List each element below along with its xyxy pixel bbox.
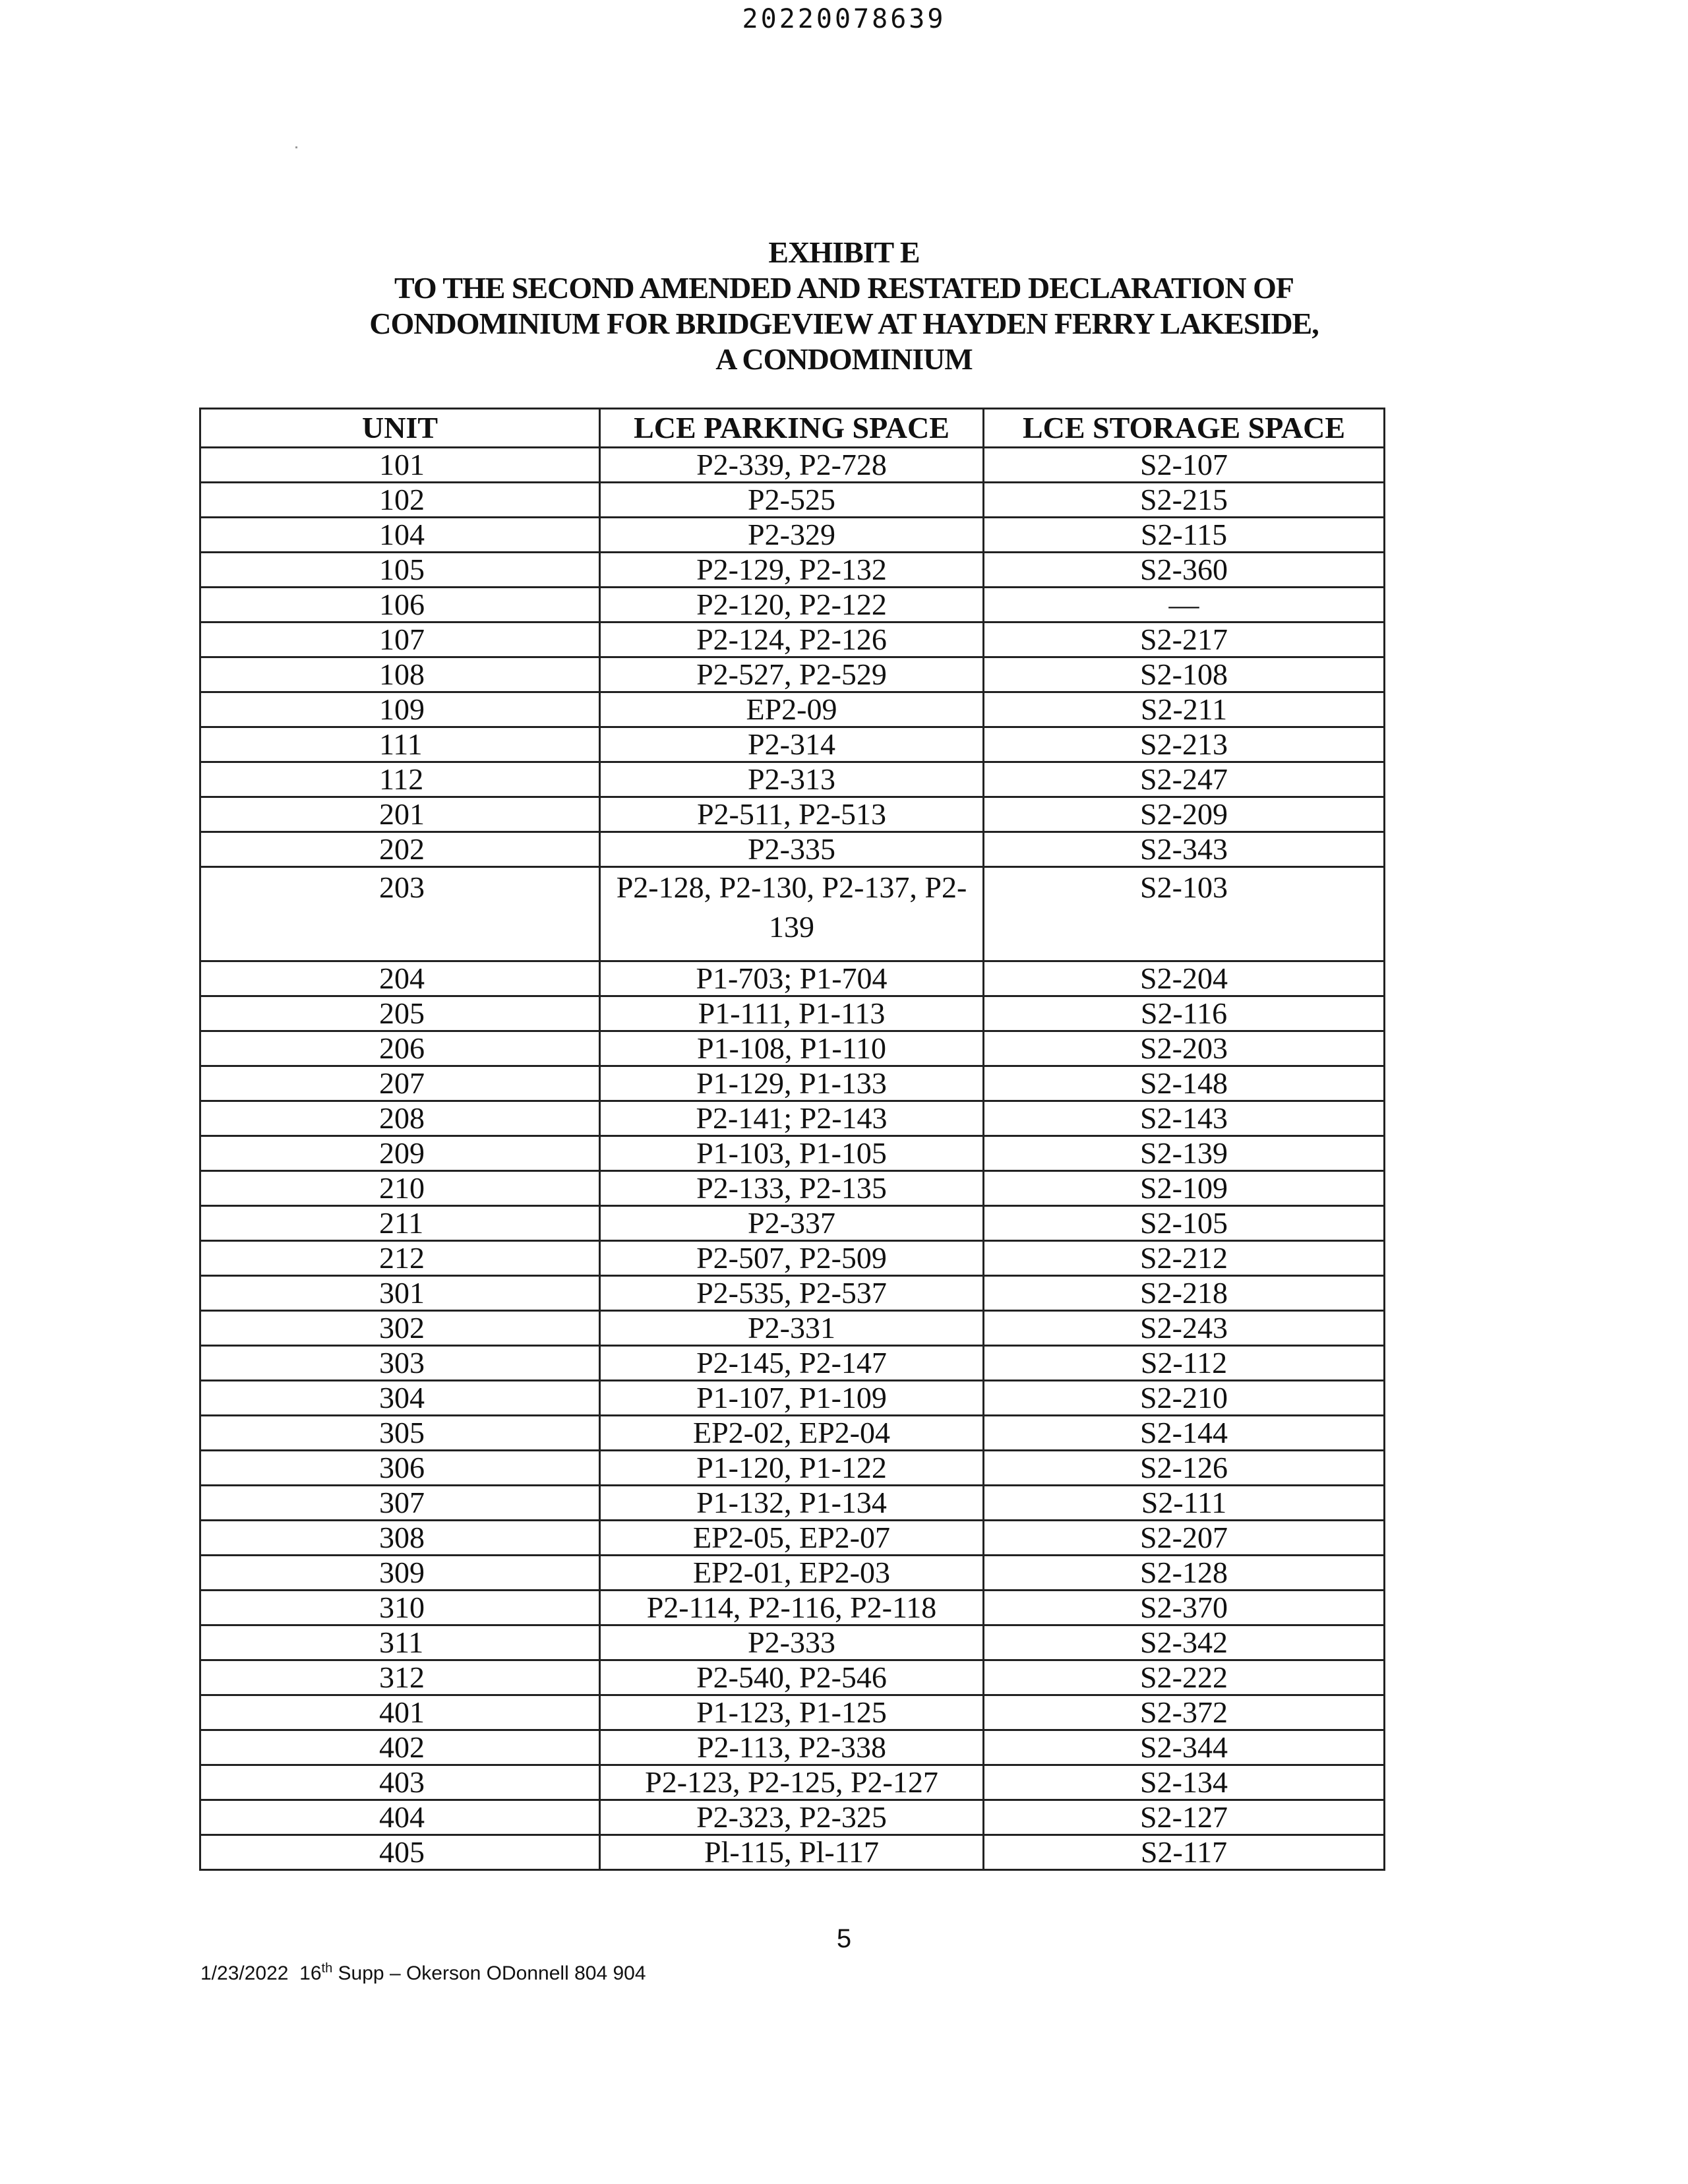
title-line: CONDOMINIUM FOR BRIDGEVIEW AT HAYDEN FERRY LAKESIDE, — [369, 307, 1319, 340]
cell-parking: P2-335 — [600, 832, 984, 867]
cell-unit: 105 — [200, 553, 600, 588]
table-row — [200, 1730, 1385, 1765]
table-row — [200, 1416, 1385, 1451]
footer-text: Supp – Okerson ODonnell 804 904 — [338, 1962, 646, 1984]
cell-storage: S2-117 — [984, 1835, 1385, 1870]
cell-unit: 402 — [200, 1730, 600, 1765]
cell-storage: S2-212 — [984, 1241, 1385, 1276]
table-row — [200, 1486, 1385, 1521]
cell-parking: P1-132, P1-134 — [600, 1486, 984, 1521]
cell-storage: S2-222 — [984, 1660, 1385, 1695]
table-row — [200, 622, 1385, 657]
cell-unit: 310 — [200, 1591, 600, 1625]
cell-parking: P2-540, P2-546 — [600, 1660, 984, 1695]
table-row — [200, 727, 1385, 762]
cell-parking: P2-113, P2-338 — [600, 1730, 984, 1765]
cell-unit: 211 — [200, 1206, 600, 1241]
exhibit-title — [0, 235, 1688, 377]
cell-storage: S2-203 — [984, 1031, 1385, 1066]
cell-unit: 301 — [200, 1276, 600, 1311]
table-header-row — [200, 409, 1385, 448]
cell-parking: P2-124, P2-126 — [600, 622, 984, 657]
header-storage: LCE STORAGE SPACE — [984, 409, 1385, 448]
cell-parking: P2-128, P2-130, P2-137, P2-139 — [600, 867, 984, 961]
header-parking: LCE PARKING SPACE — [600, 409, 984, 448]
cell-parking: P2-323, P2-325 — [600, 1800, 984, 1835]
table-row — [200, 1695, 1385, 1730]
cell-parking: P1-129, P1-133 — [600, 1066, 984, 1101]
table-row — [200, 1066, 1385, 1101]
cell-storage: S2-111 — [984, 1486, 1385, 1521]
cell-unit: 102 — [200, 483, 600, 518]
cell-storage: S2-127 — [984, 1800, 1385, 1835]
table-row — [200, 1556, 1385, 1591]
table-row — [200, 1101, 1385, 1136]
cell-unit: 306 — [200, 1451, 600, 1486]
cell-unit: 203 — [200, 867, 600, 961]
table-row — [200, 588, 1385, 622]
footer-supp-number: 16 — [299, 1962, 322, 1984]
cell-parking: P2-525 — [600, 483, 984, 518]
cell-parking: P2-123, P2-125, P2-127 — [600, 1765, 984, 1800]
cell-storage: S2-128 — [984, 1556, 1385, 1591]
cell-storage: S2-360 — [984, 553, 1385, 588]
table-row — [200, 1136, 1385, 1171]
cell-parking: EP2-09 — [600, 692, 984, 727]
table-row — [200, 1835, 1385, 1870]
table-row — [200, 1451, 1385, 1486]
cell-storage: S2-211 — [984, 692, 1385, 727]
table-row — [200, 961, 1385, 996]
table-row — [200, 1031, 1385, 1066]
cell-parking: P2-114, P2-116, P2-118 — [600, 1591, 984, 1625]
cell-unit: 307 — [200, 1486, 600, 1521]
page-number: 5 — [836, 1924, 852, 1953]
cell-parking: P2-133, P2-135 — [600, 1171, 984, 1206]
cell-parking: P1-107, P1-109 — [600, 1381, 984, 1416]
cell-storage: S2-210 — [984, 1381, 1385, 1416]
cell-parking: P1-703; P1-704 — [600, 961, 984, 996]
cell-parking: P2-535, P2-537 — [600, 1276, 984, 1311]
cell-parking: P2-331 — [600, 1311, 984, 1346]
cell-unit: 111 — [200, 727, 600, 762]
cell-storage: S2-144 — [984, 1416, 1385, 1451]
cell-parking: P2-507, P2-509 — [600, 1241, 984, 1276]
cell-parking: P1-108, P1-110 — [600, 1031, 984, 1066]
lce-table-container — [199, 408, 1386, 1871]
cell-parking: EP2-01, EP2-03 — [600, 1556, 984, 1591]
cell-unit: 405 — [200, 1835, 600, 1870]
cell-storage: — — [984, 588, 1385, 622]
lce-assignment-table — [199, 408, 1385, 1871]
cell-parking: P2-329 — [600, 518, 984, 553]
cell-unit: 109 — [200, 692, 600, 727]
cell-unit: 208 — [200, 1101, 600, 1136]
cell-unit: 404 — [200, 1800, 600, 1835]
cell-unit: 101 — [200, 448, 600, 483]
cell-storage: S2-107 — [984, 448, 1385, 483]
table-row — [200, 996, 1385, 1031]
cell-unit: 104 — [200, 518, 600, 553]
cell-parking: P2-337 — [600, 1206, 984, 1241]
cell-parking: P2-314 — [600, 727, 984, 762]
cell-storage: S2-343 — [984, 832, 1385, 867]
table-row — [200, 867, 1385, 961]
cell-parking: P2-313 — [600, 762, 984, 797]
cell-unit: 112 — [200, 762, 600, 797]
cell-parking: P2-145, P2-147 — [600, 1346, 984, 1381]
cell-storage: S2-103 — [984, 867, 1385, 961]
cell-storage: S2-247 — [984, 762, 1385, 797]
cell-storage: S2-218 — [984, 1276, 1385, 1311]
cell-storage: S2-243 — [984, 1311, 1385, 1346]
table-row — [200, 832, 1385, 867]
cell-unit: 108 — [200, 657, 600, 692]
table-row — [200, 762, 1385, 797]
table-row — [200, 1346, 1385, 1381]
cell-unit: 305 — [200, 1416, 600, 1451]
footer-supp-suffix: th — [321, 1961, 333, 1976]
table-row — [200, 1800, 1385, 1835]
cell-storage: S2-143 — [984, 1101, 1385, 1136]
cell-storage: S2-105 — [984, 1206, 1385, 1241]
table-row — [200, 1381, 1385, 1416]
cell-parking: P2-120, P2-122 — [600, 588, 984, 622]
footer-date: 1/23/2022 — [200, 1962, 289, 1984]
cell-parking: P2-129, P2-132 — [600, 553, 984, 588]
scan-speck — [295, 146, 297, 148]
cell-parking: EP2-02, EP2-04 — [600, 1416, 984, 1451]
cell-storage: S2-209 — [984, 797, 1385, 832]
cell-unit: 312 — [200, 1660, 600, 1695]
cell-storage: S2-148 — [984, 1066, 1385, 1101]
cell-unit: 403 — [200, 1765, 600, 1800]
table-row — [200, 483, 1385, 518]
table-row — [200, 797, 1385, 832]
cell-unit: 210 — [200, 1171, 600, 1206]
table-row — [200, 1521, 1385, 1556]
cell-unit: 206 — [200, 1031, 600, 1066]
table-row — [200, 1660, 1385, 1695]
cell-unit: 212 — [200, 1241, 600, 1276]
table-row — [200, 692, 1385, 727]
title-line: A CONDOMINIUM — [715, 342, 973, 376]
cell-unit: 303 — [200, 1346, 600, 1381]
title-line: EXHIBIT E — [768, 235, 920, 269]
cell-unit: 308 — [200, 1521, 600, 1556]
cell-unit: 401 — [200, 1695, 600, 1730]
cell-storage: S2-126 — [984, 1451, 1385, 1486]
cell-parking: P2-339, P2-728 — [600, 448, 984, 483]
cell-unit: 205 — [200, 996, 600, 1031]
table-row — [200, 657, 1385, 692]
table-row — [200, 1276, 1385, 1311]
cell-storage: S2-109 — [984, 1171, 1385, 1206]
table-row — [200, 553, 1385, 588]
table-row — [200, 518, 1385, 553]
cell-unit: 204 — [200, 961, 600, 996]
cell-parking: Pl-115, Pl-117 — [600, 1835, 984, 1870]
cell-unit: 107 — [200, 622, 600, 657]
cell-storage: S2-112 — [984, 1346, 1385, 1381]
cell-storage: S2-370 — [984, 1591, 1385, 1625]
cell-storage: S2-134 — [984, 1765, 1385, 1800]
recording-number: 20220078639 — [742, 4, 946, 34]
cell-parking: P2-527, P2-529 — [600, 657, 984, 692]
cell-unit: 202 — [200, 832, 600, 867]
cell-parking: P2-511, P2-513 — [600, 797, 984, 832]
cell-storage: S2-213 — [984, 727, 1385, 762]
cell-unit: 106 — [200, 588, 600, 622]
table-row — [200, 1206, 1385, 1241]
cell-unit: 209 — [200, 1136, 600, 1171]
title-line: TO THE SECOND AMENDED AND RESTATED DECLARATION OF — [394, 271, 1294, 305]
table-body — [200, 448, 1385, 1870]
cell-unit: 207 — [200, 1066, 600, 1101]
table-row — [200, 1311, 1385, 1346]
cell-storage: S2-344 — [984, 1730, 1385, 1765]
cell-unit: 304 — [200, 1381, 600, 1416]
cell-storage: S2-342 — [984, 1625, 1385, 1660]
cell-parking: P1-123, P1-125 — [600, 1695, 984, 1730]
cell-storage: S2-116 — [984, 996, 1385, 1031]
cell-unit: 201 — [200, 797, 600, 832]
cell-parking: EP2-05, EP2-07 — [600, 1521, 984, 1556]
cell-storage: S2-215 — [984, 483, 1385, 518]
header-unit: UNIT — [200, 409, 600, 448]
cell-parking: P1-111, P1-113 — [600, 996, 984, 1031]
table-row — [200, 448, 1385, 483]
cell-storage: S2-115 — [984, 518, 1385, 553]
table-row — [200, 1171, 1385, 1206]
cell-storage: S2-372 — [984, 1695, 1385, 1730]
cell-storage: S2-108 — [984, 657, 1385, 692]
cell-storage: S2-139 — [984, 1136, 1385, 1171]
footer-note — [200, 1961, 646, 1985]
cell-unit: 309 — [200, 1556, 600, 1591]
cell-parking: P1-120, P1-122 — [600, 1451, 984, 1486]
table-row — [200, 1591, 1385, 1625]
table-row — [200, 1241, 1385, 1276]
cell-unit: 302 — [200, 1311, 600, 1346]
cell-storage: S2-204 — [984, 961, 1385, 996]
cell-parking: P1-103, P1-105 — [600, 1136, 984, 1171]
table-row — [200, 1765, 1385, 1800]
cell-storage: S2-217 — [984, 622, 1385, 657]
cell-parking: P2-141; P2-143 — [600, 1101, 984, 1136]
table-row — [200, 1625, 1385, 1660]
cell-storage: S2-207 — [984, 1521, 1385, 1556]
cell-parking: P2-333 — [600, 1625, 984, 1660]
cell-unit: 311 — [200, 1625, 600, 1660]
